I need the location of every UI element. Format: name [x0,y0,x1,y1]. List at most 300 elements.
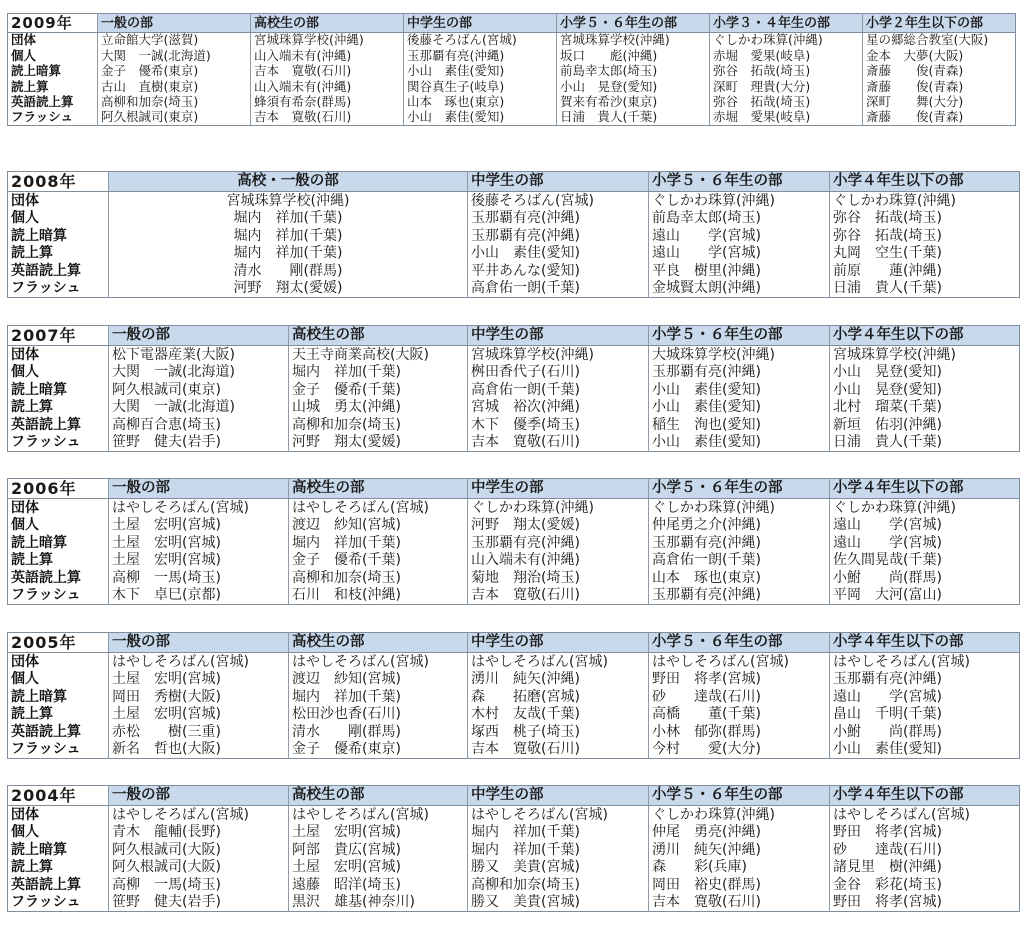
winner-cell: 笹野 健夫(岩手) [109,434,289,452]
winner-cell: 関谷真生子(岐阜) [404,79,557,94]
winner-cell: 河野 翔太(愛媛) [289,434,468,452]
division-header: 小学５・６年生の部 [649,786,830,806]
table-row [8,552,1020,570]
winner-cell: 吉本 寛敬(石川) [251,64,404,79]
division-header: 高校生の部 [251,14,404,33]
winner-cell: 斎藤 俊(青森) [866,109,964,125]
winner-cell: 湧川 純矢(沖縄) [649,841,830,859]
winner-cell: はやしそろばん(宮城) [833,653,970,670]
winner-cell: ぐしかわ珠算(沖縄) [649,499,830,517]
winner-cell: 山城 勇太(沖縄) [289,399,468,417]
winner-cell: 砂 達哉(石川) [833,841,942,858]
table-row [8,64,1016,79]
winner-cell: 石川 和枝(沖縄) [289,587,468,605]
winner-cell: 野田 将孝(宮城) [833,894,942,911]
winner-cell: 阿久根誠司(東京) [109,381,289,399]
winner-cell: 新垣 佑羽(沖縄) [833,416,942,433]
winner-cell: 勝又 美貴(宮城) [468,859,649,877]
division-header: 小学３・４年生の部 [710,14,863,33]
division-header: 高校生の部 [289,633,468,653]
winner-cell: 大関 一誠(北海道) [109,364,289,382]
event-label: 読上算 [8,399,109,417]
winner-cell: 小鮒 尚(群馬) [833,569,942,586]
winner-cell: 前島幸太郎(埼玉) [649,210,830,228]
year-label: 2006年 [8,479,109,499]
winner-cell: 岡田 秀樹(大阪) [109,688,289,706]
winner-cell: 高橋 董(千葉) [649,706,830,724]
winner-cell: 山本 琢也(東京) [404,95,557,110]
winner-cell: 河野 翔太(愛媛) [109,280,468,298]
table-row [8,806,1020,824]
winner-cell: 渡辺 紗知(宮城) [289,671,468,689]
division-header: 高校生の部 [289,326,468,346]
winner-cell: 仲尾 勇亮(沖縄) [649,824,830,842]
event-label: フラッシュ [8,894,109,912]
event-label: 個人 [8,671,109,689]
winner-cell: 金城賢太朗(沖縄) [649,280,830,298]
event-label: 英語読上算 [8,95,98,110]
winner-cell: 吉本 寛敬(石川) [251,110,404,126]
winner-cell: 清水 剛(群馬) [289,723,468,741]
winner-cell: 玉那覇有亮(沖縄) [404,48,557,63]
winner-cell: 山入端未有(沖縄) [251,48,404,63]
winner-cell: 今村 愛(大分) [649,741,830,759]
event-label: 団体 [8,33,98,49]
winner-cell: 斎藤 俊(青森) [866,63,964,79]
table-row [8,876,1020,894]
winner-cell: 賀来有希沙(東京) [557,95,710,110]
winner-cell: 深町 理貴(大分) [710,79,863,94]
winner-cell: 赤堀 愛果(岐阜) [710,48,863,63]
winner-cell: 小山 素佳(愛知) [833,741,942,758]
winner-cell: 前原 蓮(沖縄) [833,262,942,279]
division-header: 一般の部 [98,14,251,33]
winner-cell: 土屋 宏明(宮城) [109,671,289,689]
winner-cell: はやしそろばん(宮城) [109,806,289,824]
table-row [8,741,1020,759]
winner-cell: 金子 優希(東京) [98,64,251,79]
division-header: 中学生の部 [404,14,557,33]
event-label: 個人 [8,824,109,842]
winner-cell: 勝又 美貴(宮城) [468,894,649,912]
winner-cell: 阿久根誠司(東京) [98,110,251,126]
winner-cell: 砂 達哉(石川) [649,688,830,706]
winner-cell: はやしそろばん(宮城) [289,806,468,824]
winner-cell: 金谷 彩花(埼玉) [833,876,942,893]
event-label: 読上算 [8,706,109,724]
division-header: 一般の部 [109,633,289,653]
division-header: 中学生の部 [468,633,649,653]
winner-cell: 土屋 宏明(宮城) [109,706,289,724]
table-header-row [8,633,1020,653]
winner-cell: 松下電器産業(大阪) [109,346,289,364]
winner-cell: 坂口 彪(沖縄) [557,48,710,63]
results-table-2007 [7,325,1020,452]
winner-cell: 堀内 祥加(千葉) [109,245,468,263]
winner-cell: 吉本 寛敬(石川) [468,587,649,605]
winner-cell: 木村 友哉(千葉) [468,706,649,724]
winner-cell: はやしそろばん(宮城) [468,653,649,671]
winner-cell: はやしそろばん(宮城) [833,806,970,823]
winner-cell: 弥谷 拓哉(埼玉) [833,210,942,227]
table-row [8,434,1020,452]
winner-cell: 桝田香代子(石川) [468,364,649,382]
winner-cell: はやしそろばん(宮城) [289,499,468,517]
winner-cell: 黒沢 雄基(神奈川) [289,894,468,912]
table-row [8,723,1020,741]
table-row [8,671,1020,689]
division-header: 中学生の部 [468,479,649,499]
winner-cell: 河野 翔太(愛媛) [468,517,649,535]
winner-cell: 玉那覇有亮(沖縄) [649,587,830,605]
division-header: 高校生の部 [289,479,468,499]
winner-cell: 高柳和加奈(埼玉) [98,95,251,110]
winner-cell: 吉本 寛敬(石川) [468,741,649,759]
event-label: 読上暗算 [8,381,109,399]
year-label: 2009年 [8,14,98,33]
winner-cell: 山入端未有(沖縄) [468,552,649,570]
winner-cell: 宮城珠算学校(沖縄) [557,33,710,49]
winner-cell: 遠山 学(宮城) [649,227,830,245]
division-header: 高校生の部 [289,786,468,806]
winner-cell: 木下 卓巳(京都) [109,587,289,605]
winner-cell: 諸見里 樹(沖縄) [833,859,942,876]
table-row [8,653,1020,671]
winner-cell: 阿久根誠司(大阪) [109,841,289,859]
event-label: 個人 [8,210,109,228]
table-row [8,381,1020,399]
winner-cell: 土屋 宏明(宮城) [109,534,289,552]
winner-cell: 土屋 宏明(宮城) [109,552,289,570]
event-label: 英語読上算 [8,262,109,280]
winner-cell: 小林 郁弥(群馬) [649,723,830,741]
winner-cell: 吉本 寛敬(石川) [649,894,830,912]
winner-cell: はやしそろばん(宮城) [109,499,289,517]
winner-cell: ぐしかわ珠算(沖縄) [710,33,863,49]
winner-cell: 小山 素佳(愛知) [404,110,557,126]
division-header: 小学４年生以下の部 [830,786,1020,806]
winner-cell: 塚西 桃子(埼玉) [468,723,649,741]
winner-cell: 仲尾勇之介(沖縄) [649,517,830,535]
event-label: 英語読上算 [8,569,109,587]
table-header-row [8,479,1020,499]
event-label: 読上算 [8,79,98,94]
winner-cell: 小山 素佳(愛知) [649,381,830,399]
event-label: 個人 [8,48,98,63]
year-label: 2007年 [8,326,109,346]
winner-cell: 土屋 宏明(宮城) [289,859,468,877]
winner-cell: 金本 大夢(大阪) [866,48,964,63]
event-label: 読上暗算 [8,227,109,245]
winner-cell: 金子 優希(東京) [289,741,468,759]
table-row [8,79,1016,94]
winner-cell: 湧川 純矢(沖縄) [468,671,649,689]
winner-cell: 後藤そろばん(宮城) [404,33,557,49]
winner-cell: 森 彩(兵庫) [649,859,830,877]
winner-cell: 高倉佑一朗(千葉) [468,381,649,399]
winner-cell: 古山 直樹(東京) [98,79,251,94]
winner-cell: 高倉佑一朗(千葉) [649,552,830,570]
winner-cell: 深町 舞(大分) [866,94,964,109]
table-row [8,110,1016,126]
division-header: 一般の部 [109,326,289,346]
winner-cell: 笹野 健夫(岩手) [109,894,289,912]
winner-cell: 小山 素佳(愛知) [468,245,649,263]
event-label: 団体 [8,806,109,824]
table-row [8,499,1020,517]
event-label: 読上算 [8,552,109,570]
winner-cell: 赤松 樹(三重) [109,723,289,741]
winner-cell: 弥谷 拓哉(埼玉) [710,95,863,110]
winner-cell: 弥谷 拓哉(埼玉) [833,227,942,244]
winner-cell: 小山 素佳(愛知) [649,434,830,452]
event-label: 読上暗算 [8,534,109,552]
table-row [8,262,1020,280]
winner-cell: 丸岡 空生(千葉) [833,245,942,262]
event-label: 団体 [8,192,109,210]
winner-cell: ぐしかわ珠算(沖縄) [833,499,956,516]
table-row [8,688,1020,706]
winner-cell: 日浦 貴人(千葉) [833,280,942,297]
winner-cell: 吉本 寛敬(石川) [468,434,649,452]
event-label: 読上暗算 [8,688,109,706]
winner-cell: 新名 哲也(大阪) [109,741,289,759]
winner-cell: 青木 龍輔(長野) [109,824,289,842]
winner-cell: 稲生 洵也(愛知) [649,416,830,434]
winner-cell: 蜂須有希奈(群馬) [251,95,404,110]
event-label: 団体 [8,653,109,671]
division-header: 小学４年生以下の部 [830,172,1020,192]
winner-cell: ぐしかわ珠算(沖縄) [833,192,956,209]
winner-cell: 天王寺商業高校(大阪) [289,346,468,364]
winner-cell: 大関 一誠(北海道) [109,399,289,417]
winner-cell: 小山 晃登(愛知) [833,364,942,381]
winner-cell: 土屋 宏明(宮城) [109,517,289,535]
winner-cell: はやしそろばん(宮城) [468,806,649,824]
table-row [8,534,1020,552]
event-label: フラッシュ [8,280,109,298]
winner-cell: 野田 将孝(宮城) [833,824,942,841]
winner-cell: 小山 素佳(愛知) [404,64,557,79]
results-table-2008 [7,171,1020,298]
year-label: 2004年 [8,786,109,806]
event-label: 読上暗算 [8,64,98,79]
table-row [8,280,1020,298]
winner-cell: 日浦 貴人(千葉) [833,434,942,451]
table-row [8,894,1020,912]
results-table-2009 [7,13,1016,126]
event-label: 団体 [8,346,109,364]
winner-cell: 立命館大学(滋賀) [98,33,251,49]
winner-cell: 日浦 貴人(千葉) [557,110,710,126]
winner-cell: 堀内 祥加(千葉) [289,364,468,382]
winner-cell: 玉那覇有亮(沖縄) [833,671,942,688]
division-header: 小学２年生以下の部 [863,14,1016,33]
table-row [8,841,1020,859]
results-table-2005 [7,632,1020,759]
results-table-2006 [7,478,1020,605]
winner-cell: 阿部 貴広(宮城) [289,841,468,859]
table-row [8,227,1020,245]
winner-cell: 高倉佑一朗(千葉) [468,280,649,298]
division-header: 一般の部 [109,786,289,806]
winner-cell: 遠山 学(宮城) [833,534,942,551]
winner-cell: 佐久間晃哉(千葉) [833,552,942,569]
event-label: 個人 [8,517,109,535]
table-row [8,95,1016,110]
winner-cell: 宮城 裕次(沖縄) [468,399,649,417]
winner-cell: 松田沙也香(石川) [289,706,468,724]
winner-cell: 堀内 祥加(千葉) [289,688,468,706]
table-row [8,210,1020,228]
year-label: 2005年 [8,633,109,653]
division-header: 小学５・６年生の部 [649,326,830,346]
winner-cell: 遠藤 昭洋(埼玉) [289,876,468,894]
winner-cell: 北村 瑠菜(千葉) [833,399,942,416]
winner-cell: 小鮒 尚(群馬) [833,723,942,740]
winner-cell: 前島幸太郎(埼玉) [557,64,710,79]
winner-cell: 平井あんな(愛知) [468,262,649,280]
division-header: 小学５・６年生の部 [649,479,830,499]
winner-cell: 玉那覇有亮(沖縄) [468,534,649,552]
winner-cell: 平良 樹里(沖縄) [649,262,830,280]
event-label: 英語読上算 [8,723,109,741]
winner-cell: 阿久根誠司(大阪) [109,859,289,877]
table-row [8,399,1020,417]
table-row [8,192,1020,210]
division-header: 小学５・６年生の部 [649,633,830,653]
event-label: フラッシュ [8,741,109,759]
event-label: フラッシュ [8,587,109,605]
division-header: 高校・一般の部 [109,172,468,192]
division-header: 小学５・６年生の部 [557,14,710,33]
winner-cell: 平岡 大河(富山) [833,587,942,604]
winner-cell: 高柳和加奈(埼玉) [289,416,468,434]
winner-cell: 弥谷 拓哉(埼玉) [710,64,863,79]
winner-cell: 山本 琢也(東京) [649,569,830,587]
table-row [8,569,1020,587]
winner-cell: 高柳 一馬(埼玉) [109,876,289,894]
winner-cell: 堀内 祥加(千葉) [109,227,468,245]
winner-cell: 遠山 学(宮城) [833,517,942,534]
results-table-2004 [7,785,1020,912]
division-header: 小学５・６年生の部 [649,172,830,192]
winner-cell: ぐしかわ珠算(沖縄) [649,806,830,824]
table-row [8,706,1020,724]
winner-cell: 木下 優季(埼玉) [468,416,649,434]
winner-cell: 高柳和加奈(埼玉) [468,876,649,894]
event-label: 団体 [8,499,109,517]
winner-cell: 玉那覇有亮(沖縄) [649,534,830,552]
table-row [8,517,1020,535]
event-label: フラッシュ [8,434,109,452]
winner-cell: 堀内 祥加(千葉) [109,210,468,228]
division-header: 小学４年生以下の部 [830,479,1020,499]
winner-cell: 金子 優希(千葉) [289,381,468,399]
winner-cell: 高柳百合恵(埼玉) [109,416,289,434]
winner-cell: 土屋 宏明(宮城) [289,824,468,842]
winner-cell: 清水 剛(群馬) [109,262,468,280]
event-label: 英語読上算 [8,416,109,434]
year-label: 2008年 [8,172,109,192]
table-header-row [8,786,1020,806]
winner-cell: 玉那覇有亮(沖縄) [468,210,649,228]
table-row [8,416,1020,434]
winner-cell: 金子 優希(千葉) [289,552,468,570]
table-row [8,364,1020,382]
division-header: 小学４年生以下の部 [830,326,1020,346]
winner-cell: 渡辺 紗知(宮城) [289,517,468,535]
event-label: 英語読上算 [8,876,109,894]
winner-cell: ぐしかわ珠算(沖縄) [468,499,649,517]
division-header: 小学４年生以下の部 [830,633,1020,653]
table-row [8,48,1016,63]
table-row [8,859,1020,877]
winner-cell: はやしそろばん(宮城) [289,653,468,671]
winner-cell: 宮城珠算学校(沖縄) [833,346,956,363]
winner-cell: 高柳 一馬(埼玉) [109,569,289,587]
winner-cell: はやしそろばん(宮城) [109,653,289,671]
winner-cell: 岡田 裕史(群馬) [649,876,830,894]
winner-cell: 堀内 祥加(千葉) [468,824,649,842]
table-row [8,245,1020,263]
winner-cell: 後藤そろばん(宮城) [468,192,649,210]
division-header: 中学生の部 [468,172,649,192]
division-header: 一般の部 [109,479,289,499]
event-label: 読上暗算 [8,841,109,859]
table-row [8,346,1020,364]
winner-cell: 堀内 祥加(千葉) [468,841,649,859]
event-label: 個人 [8,364,109,382]
winner-cell: 宮城珠算学校(沖縄) [468,346,649,364]
table-row [8,824,1020,842]
winner-cell: 小山 晃登(愛知) [557,79,710,94]
winner-cell: 斎藤 俊(青森) [866,79,964,94]
event-label: 読上算 [8,859,109,877]
winner-cell: 山入端未有(沖縄) [251,79,404,94]
winner-cell: 小山 晃登(愛知) [833,381,942,398]
winner-cell: 大関 一誠(北海道) [98,48,251,63]
winner-cell: 大城珠算学校(沖縄) [649,346,830,364]
winner-cell: 玉那覇有亮(沖縄) [649,364,830,382]
winner-cell: 宮城珠算学校(沖縄) [109,192,468,210]
table-row [8,587,1020,605]
winner-cell: 堀内 祥加(千葉) [289,534,468,552]
winner-cell: 宮城珠算学校(沖縄) [251,33,404,49]
winner-cell: 野田 将孝(宮城) [649,671,830,689]
winner-cell: はやしそろばん(宮城) [649,653,830,671]
winner-cell: 森 拓磨(宮城) [468,688,649,706]
winner-cell: 遠山 学(宮城) [649,245,830,263]
winner-cell: 遠山 学(宮城) [833,688,942,705]
division-header: 中学生の部 [468,786,649,806]
winner-cell: 赤堀 愛果(岐阜) [710,110,863,126]
table-header-row [8,14,1016,33]
winner-cell: 畠山 千明(千葉) [833,706,942,723]
table-header-row [8,172,1020,192]
winner-cell: 玉那覇有亮(沖縄) [468,227,649,245]
event-label: 読上算 [8,245,109,263]
winner-cell: 菊地 翔治(埼玉) [468,569,649,587]
winner-cell: 小山 素佳(愛知) [649,399,830,417]
division-header: 中学生の部 [468,326,649,346]
winner-cell: ぐしかわ珠算(沖縄) [649,192,830,210]
table-row [8,33,1016,49]
winner-cell: 星の郷総合教室(大阪) [866,32,989,48]
table-header-row [8,326,1020,346]
winner-cell: 高柳和加奈(埼玉) [289,569,468,587]
event-label: フラッシュ [8,110,98,126]
